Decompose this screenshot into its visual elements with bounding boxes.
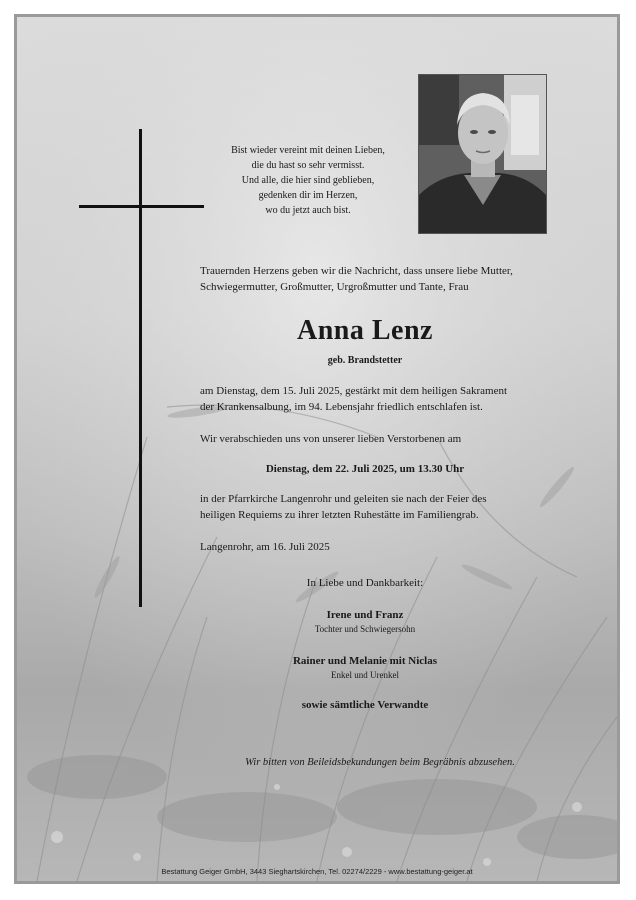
death-notice-line: am Dienstag, dem 15. Juli 2025, gestärkt mit dem heiligen Sakrament	[200, 385, 508, 397]
intro-text	[200, 263, 530, 295]
poem-line: gedenken dir im Herzen,	[258, 190, 358, 201]
condolence-note: Wir bitten von Beileidsbekundungen beim Begräbnis abzusehen.	[245, 757, 515, 768]
funeral-date: Dienstag, dem 22. Juli 2025, um 13.30 Uhr	[265, 463, 465, 475]
funeral-place	[200, 491, 530, 523]
mourner-relation: Enkel und Urenkel	[331, 670, 399, 680]
funeral-home-footer: Bestattung Geiger GmbH, 3443 Sieghartskirchen, Tel. 02274/2229 - www.bestattung-geiger.at	[161, 867, 473, 876]
cross-vertical-bar	[139, 129, 142, 607]
poem-line: die du hast so sehr vermisst.	[251, 160, 365, 171]
deceased-portrait-photo	[418, 74, 547, 234]
poem-line: Bist wieder vereint mit deinen Lieben,	[231, 145, 385, 156]
funeral-place-line: heiligen Requiems zu ihrer letzten Ruhestätte im Familiengrab.	[200, 509, 479, 521]
birth-name: geb. Brandstetter	[327, 355, 403, 366]
death-notice	[200, 383, 530, 415]
death-notice-line: der Krankensalbung, im 94. Lebensjahr friedlich entschlafen ist.	[200, 401, 483, 413]
obituary-card	[14, 14, 620, 884]
poem-line: Und alle, die hier sind geblieben,	[241, 175, 375, 186]
deceased-name: Anna Lenz	[297, 315, 433, 346]
mourner-names: Irene und Franz	[326, 609, 404, 621]
farewell-intro: Wir verabschieden uns von unserer lieben Verstorbenen am	[200, 433, 462, 445]
place-date: Langenrohr, am 16. Juli 2025	[200, 541, 330, 553]
relatives-line: sowie sämtliche Verwandte	[301, 699, 429, 711]
cross-horizontal-bar	[79, 205, 204, 208]
funeral-place-line: in der Pfarrkirche Langenrohr und geleiten sie nach der Feier des	[200, 493, 487, 505]
mourner-names: Rainer und Melanie mit Niclas	[292, 655, 437, 667]
memorial-poem	[203, 143, 413, 218]
intro-line: Trauernden Herzens geben wir die Nachricht, dass unsere liebe Mutter,	[200, 265, 513, 277]
poem-line: wo du jetzt auch bist.	[265, 205, 351, 216]
closing-line: In Liebe und Dankbarkeit:	[306, 577, 424, 589]
intro-line: Schwiegermutter, Großmutter, Urgroßmutter und Tante, Frau	[200, 281, 469, 293]
mourner-relation: Tochter und Schwiegersohn	[314, 624, 416, 634]
